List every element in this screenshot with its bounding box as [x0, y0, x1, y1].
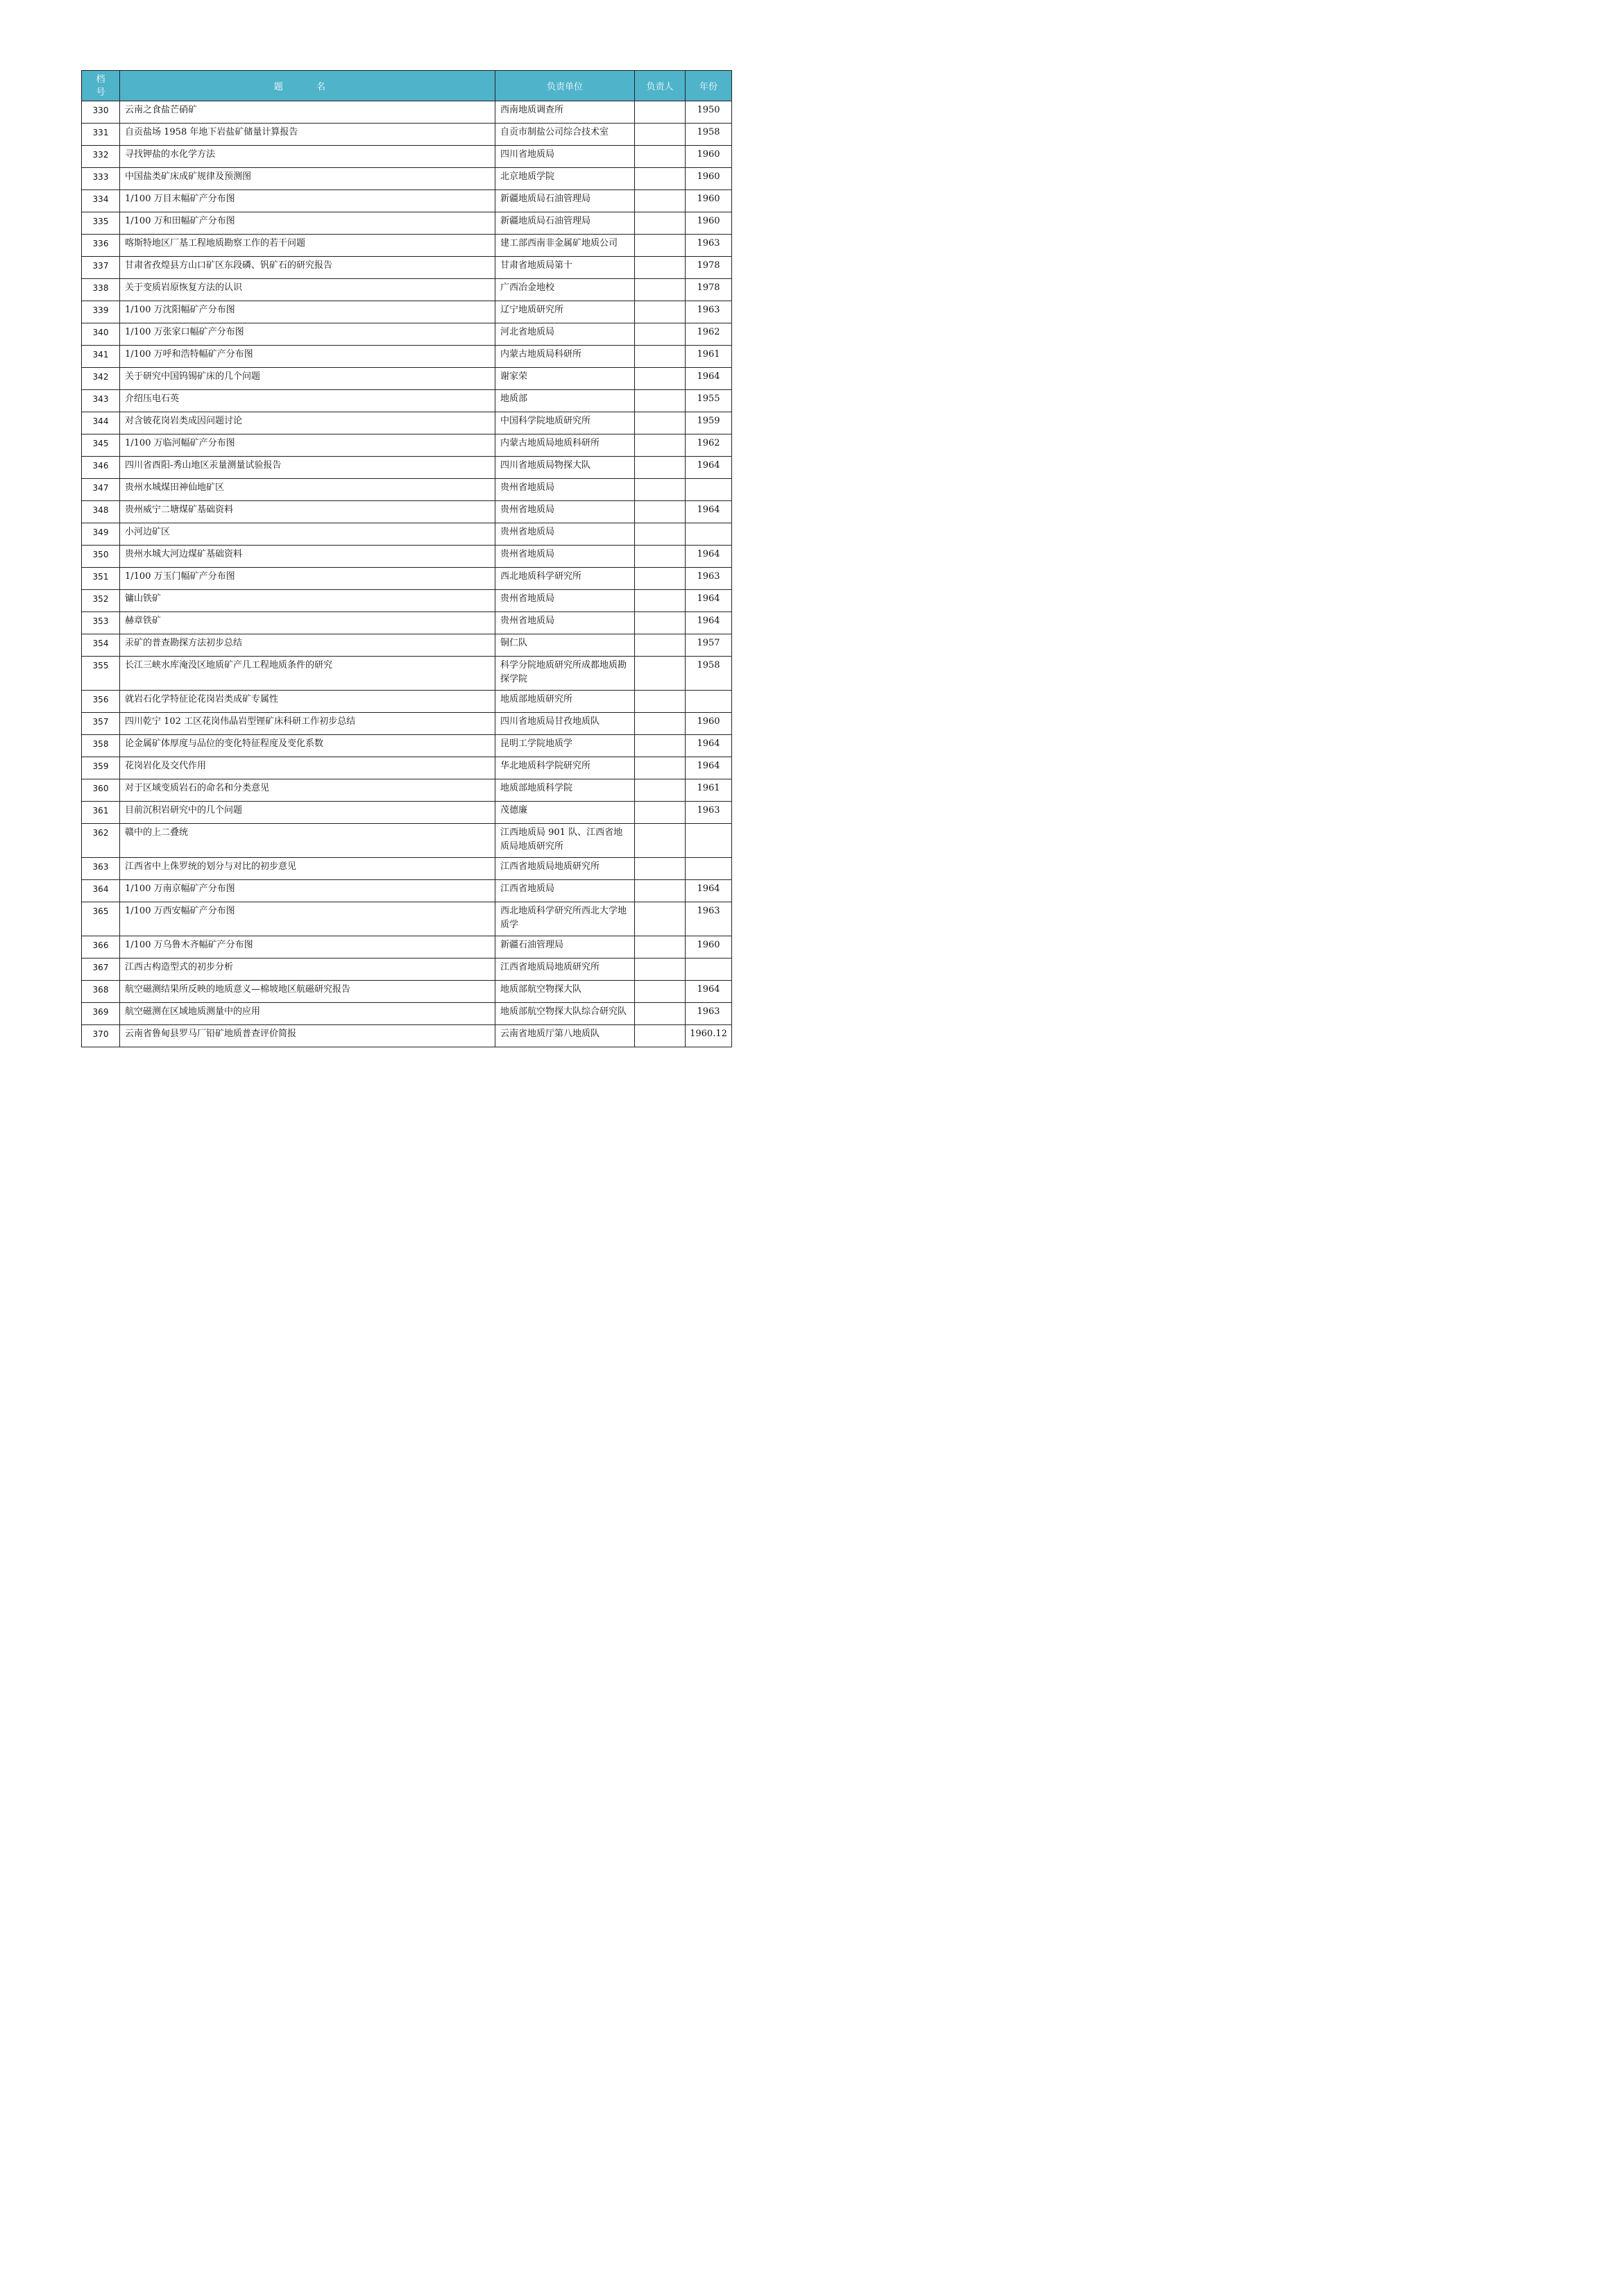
cell-responsible-unit: 西北地质科学研究所西北大学地质学: [495, 902, 635, 936]
cell-year: 1964: [686, 612, 732, 634]
cell-responsible-person: [635, 523, 686, 546]
cell-archive-no: 346: [82, 457, 120, 479]
header-responsible-person-label: 负责人: [646, 82, 674, 92]
cell-title: 航空磁测结果所反映的地质意义—棉坡地区航磁研究报告: [120, 981, 495, 1003]
cell-year: [686, 824, 732, 858]
cell-title: 云南省鲁甸县罗马厂铅矿地质普查评价简报: [120, 1025, 495, 1047]
cell-title: 中国盐类矿床成矿规律及预测图: [120, 168, 495, 190]
header-archive-no-label: 档 号: [96, 74, 105, 98]
cell-year: 1961: [686, 779, 732, 802]
cell-responsible-person: [635, 212, 686, 235]
cell-year: 1955: [686, 390, 732, 412]
cell-year: 1963: [686, 802, 732, 824]
cell-title: 对含铍花岗岩类成因问题讨论: [120, 412, 495, 434]
header-title: [120, 71, 495, 101]
header-row: [82, 71, 732, 101]
cell-year: 1963: [686, 1003, 732, 1025]
cell-responsible-person: [635, 301, 686, 323]
cell-responsible-person: [635, 479, 686, 501]
cell-responsible-unit: 建工部西南非金属矿地质公司: [495, 235, 635, 257]
table-row: [82, 457, 732, 479]
cell-year: [686, 479, 732, 501]
cell-title: 1/100 万玉门幅矿产分布图: [120, 568, 495, 590]
cell-archive-no: 361: [82, 802, 120, 824]
cell-archive-no: 349: [82, 523, 120, 546]
table-row: [82, 212, 732, 235]
cell-year: 1964: [686, 590, 732, 612]
table-row: [82, 412, 732, 434]
cell-responsible-person: [635, 235, 686, 257]
cell-responsible-unit: 甘肃省地质局第十: [495, 257, 635, 279]
header-responsible-unit-label: 负责单位: [546, 82, 583, 92]
cell-responsible-unit: 云南省地质厅第八地质队: [495, 1025, 635, 1047]
cell-title: 云南之食盐芒硝矿: [120, 101, 495, 124]
cell-archive-no: 343: [82, 390, 120, 412]
cell-year: 1958: [686, 124, 732, 146]
cell-archive-no: 353: [82, 612, 120, 634]
cell-year: 1964: [686, 757, 732, 779]
table-row: [82, 902, 732, 936]
cell-responsible-person: [635, 634, 686, 657]
cell-year: [686, 959, 732, 981]
cell-responsible-unit: 内蒙古地质局科研所: [495, 346, 635, 368]
cell-title: 对于区域变质岩石的命名和分类意见: [120, 779, 495, 802]
cell-responsible-unit: 新疆地质局石油管理局: [495, 190, 635, 212]
cell-responsible-unit: 广西冶金地校: [495, 279, 635, 301]
cell-responsible-person: [635, 346, 686, 368]
table-row: [82, 257, 732, 279]
header-title-label: 题 名: [273, 82, 341, 92]
cell-responsible-person: [635, 190, 686, 212]
cell-responsible-person: [635, 824, 686, 858]
cell-responsible-unit: 新疆地质局石油管理局: [495, 212, 635, 235]
cell-responsible-person: [635, 936, 686, 959]
cell-year: 1962: [686, 323, 732, 346]
cell-year: 1960.12: [686, 1025, 732, 1047]
cell-responsible-unit: 河北省地质局: [495, 323, 635, 346]
cell-year: 1960: [686, 168, 732, 190]
cell-responsible-unit: 昆明工学院地质学: [495, 735, 635, 757]
cell-responsible-person: [635, 757, 686, 779]
cell-title: 贵州水城煤田神仙地矿区: [120, 479, 495, 501]
cell-archive-no: 334: [82, 190, 120, 212]
cell-responsible-unit: 江西省地质局地质研究所: [495, 858, 635, 880]
table-row: [82, 779, 732, 802]
table-row: [82, 101, 732, 124]
table-header: [82, 71, 732, 101]
cell-title: 1/100 万临河幅矿产分布图: [120, 434, 495, 457]
cell-title: 1/100 万和田幅矿产分布图: [120, 212, 495, 235]
cell-responsible-person: [635, 590, 686, 612]
table-row: [82, 880, 732, 902]
cell-archive-no: 332: [82, 146, 120, 168]
cell-title: 四川省酉阳-秀山地区汞量测量试验报告: [120, 457, 495, 479]
archive-table-sheet: [81, 70, 731, 1047]
cell-title: 汞矿的普查勘探方法初步总结: [120, 634, 495, 657]
cell-archive-no: 354: [82, 634, 120, 657]
cell-title: 赫章铁矿: [120, 612, 495, 634]
table-row: [82, 190, 732, 212]
cell-year: [686, 691, 732, 713]
cell-responsible-person: [635, 168, 686, 190]
table-row: [82, 346, 732, 368]
cell-year: 1950: [686, 101, 732, 124]
cell-title: 1/100 万目末幅矿产分布图: [120, 190, 495, 212]
table-row: [82, 936, 732, 959]
cell-year: 1978: [686, 257, 732, 279]
table-row: [82, 657, 732, 691]
table-row: [82, 323, 732, 346]
cell-title: 1/100 万西安幅矿产分布图: [120, 902, 495, 936]
cell-year: 1960: [686, 713, 732, 735]
cell-responsible-person: [635, 257, 686, 279]
cell-year: 1957: [686, 634, 732, 657]
cell-responsible-unit: 地质部航空物探大队综合研究队: [495, 1003, 635, 1025]
cell-responsible-person: [635, 501, 686, 523]
cell-responsible-unit: 西南地质调查所: [495, 101, 635, 124]
cell-archive-no: 362: [82, 824, 120, 858]
cell-archive-no: 345: [82, 434, 120, 457]
cell-responsible-unit: 地质部地质研究所: [495, 691, 635, 713]
cell-archive-no: 344: [82, 412, 120, 434]
cell-responsible-unit: 四川省地质局: [495, 146, 635, 168]
cell-archive-no: 348: [82, 501, 120, 523]
cell-responsible-person: [635, 390, 686, 412]
cell-title: 目前沉积岩研究中的几个问题: [120, 802, 495, 824]
cell-responsible-person: [635, 412, 686, 434]
cell-archive-no: 355: [82, 657, 120, 691]
header-responsible-person: [635, 71, 686, 101]
archive-table: [81, 70, 732, 1047]
table-row: [82, 279, 732, 301]
table-row: [82, 434, 732, 457]
table-row: [82, 568, 732, 590]
cell-title: 就岩石化学特征论花岗岩类成矿专属性: [120, 691, 495, 713]
cell-title: 贵州威宁二塘煤矿基础资料: [120, 501, 495, 523]
cell-archive-no: 368: [82, 981, 120, 1003]
cell-responsible-person: [635, 612, 686, 634]
cell-responsible-unit: 科学分院地质研究所成都地质勘探学院: [495, 657, 635, 691]
cell-title: 航空磁测在区域地质测量中的应用: [120, 1003, 495, 1025]
cell-title: 四川乾宁 102 工区花岗伟晶岩型锂矿床科研工作初步总结: [120, 713, 495, 735]
cell-responsible-person: [635, 713, 686, 735]
table-row: [82, 981, 732, 1003]
cell-responsible-unit: 贵州省地质局: [495, 523, 635, 546]
cell-year: [686, 523, 732, 546]
table-row: [82, 479, 732, 501]
cell-year: 1960: [686, 146, 732, 168]
cell-title: 1/100 万南京幅矿产分布图: [120, 880, 495, 902]
cell-title: 论金属矿体厚度与品位的变化特征程度及变化系数: [120, 735, 495, 757]
cell-archive-no: 347: [82, 479, 120, 501]
table-row: [82, 590, 732, 612]
cell-archive-no: 352: [82, 590, 120, 612]
cell-responsible-person: [635, 368, 686, 390]
cell-archive-no: 357: [82, 713, 120, 735]
cell-responsible-person: [635, 880, 686, 902]
cell-archive-no: 338: [82, 279, 120, 301]
cell-archive-no: 331: [82, 124, 120, 146]
header-responsible-unit: [495, 71, 635, 101]
table-row: [82, 713, 732, 735]
table-row: [82, 301, 732, 323]
cell-responsible-person: [635, 457, 686, 479]
cell-responsible-person: [635, 279, 686, 301]
cell-responsible-person: [635, 124, 686, 146]
table-row: [82, 523, 732, 546]
cell-responsible-person: [635, 657, 686, 691]
cell-archive-no: 342: [82, 368, 120, 390]
cell-responsible-unit: 贵州省地质局: [495, 590, 635, 612]
cell-responsible-unit: 江西省地质局: [495, 880, 635, 902]
cell-responsible-person: [635, 146, 686, 168]
table-body: [82, 101, 732, 1047]
cell-title: 寻找钾盐的水化学方法: [120, 146, 495, 168]
cell-responsible-unit: 铜仁队: [495, 634, 635, 657]
cell-archive-no: 370: [82, 1025, 120, 1047]
cell-responsible-person: [635, 902, 686, 936]
cell-year: 1963: [686, 235, 732, 257]
cell-responsible-unit: 内蒙古地质局地质科研所: [495, 434, 635, 457]
cell-year: 1959: [686, 412, 732, 434]
cell-responsible-person: [635, 1003, 686, 1025]
cell-archive-no: 330: [82, 101, 120, 124]
header-year: [686, 71, 732, 101]
cell-responsible-person: [635, 802, 686, 824]
cell-year: 1963: [686, 568, 732, 590]
cell-responsible-person: [635, 779, 686, 802]
cell-year: 1964: [686, 880, 732, 902]
cell-year: 1964: [686, 501, 732, 523]
header-archive-no: [82, 71, 120, 101]
cell-responsible-unit: 地质部: [495, 390, 635, 412]
cell-title: 1/100 万呼和浩特幅矿产分布图: [120, 346, 495, 368]
table-row: [82, 858, 732, 880]
table-row: [82, 634, 732, 657]
cell-year: 1960: [686, 936, 732, 959]
cell-title: 甘肃省孜煌县方山口矿区东段磷、钒矿石的研究报告: [120, 257, 495, 279]
cell-responsible-unit: 江西地质局 901 队、江西省地质局地质研究所: [495, 824, 635, 858]
cell-archive-no: 369: [82, 1003, 120, 1025]
table-row: [82, 124, 732, 146]
table-row: [82, 735, 732, 757]
cell-responsible-unit: 辽宁地质研究所: [495, 301, 635, 323]
cell-archive-no: 337: [82, 257, 120, 279]
cell-title: 1/100 万张家口幅矿产分布图: [120, 323, 495, 346]
cell-responsible-unit: 西北地质科学研究所: [495, 568, 635, 590]
table-row: [82, 546, 732, 568]
cell-year: [686, 858, 732, 880]
cell-archive-no: 335: [82, 212, 120, 235]
cell-title: 喀斯特地区厂基工程地质勘察工作的若干问题: [120, 235, 495, 257]
cell-year: 1964: [686, 457, 732, 479]
table-row: [82, 146, 732, 168]
cell-responsible-person: [635, 323, 686, 346]
cell-year: 1963: [686, 902, 732, 936]
cell-title: 1/100 万乌鲁木齐幅矿产分布图: [120, 936, 495, 959]
table-row: [82, 235, 732, 257]
cell-responsible-person: [635, 981, 686, 1003]
cell-title: 江西省中上侏罗统的划分与对比的初步意见: [120, 858, 495, 880]
table-row: [82, 824, 732, 858]
cell-archive-no: 363: [82, 858, 120, 880]
cell-archive-no: 366: [82, 936, 120, 959]
cell-year: 1960: [686, 212, 732, 235]
cell-title: 长江三峡水库淹没区地质矿产几工程地质条件的研究: [120, 657, 495, 691]
cell-archive-no: 359: [82, 757, 120, 779]
cell-responsible-unit: 贵州省地质局: [495, 546, 635, 568]
cell-responsible-unit: 四川省地质局甘孜地质队: [495, 713, 635, 735]
cell-year: 1964: [686, 368, 732, 390]
cell-archive-no: 356: [82, 691, 120, 713]
cell-responsible-person: [635, 434, 686, 457]
table-row: [82, 1025, 732, 1047]
cell-archive-no: 364: [82, 880, 120, 902]
cell-year: 1964: [686, 981, 732, 1003]
cell-responsible-unit: 江西省地质局地质研究所: [495, 959, 635, 981]
cell-archive-no: 351: [82, 568, 120, 590]
cell-responsible-person: [635, 568, 686, 590]
cell-title: 关于研究中国钨锡矿床的几个问题: [120, 368, 495, 390]
cell-title: 1/100 万沈阳幅矿产分布图: [120, 301, 495, 323]
cell-archive-no: 340: [82, 323, 120, 346]
table-row: [82, 1003, 732, 1025]
cell-responsible-person: [635, 101, 686, 124]
cell-title: 赣中的上二叠统: [120, 824, 495, 858]
cell-responsible-unit: 华北地质科学院研究所: [495, 757, 635, 779]
cell-year: 1978: [686, 279, 732, 301]
cell-responsible-unit: 茂德廉: [495, 802, 635, 824]
cell-responsible-unit: 贵州省地质局: [495, 501, 635, 523]
cell-title: 江西古构造型式的初步分析: [120, 959, 495, 981]
cell-archive-no: 336: [82, 235, 120, 257]
cell-archive-no: 350: [82, 546, 120, 568]
table-row: [82, 501, 732, 523]
cell-responsible-unit: 地质部地质科学院: [495, 779, 635, 802]
cell-title: 镛山铁矿: [120, 590, 495, 612]
cell-title: 花岗岩化及交代作用: [120, 757, 495, 779]
cell-archive-no: 365: [82, 902, 120, 936]
cell-year: 1960: [686, 190, 732, 212]
cell-year: 1958: [686, 657, 732, 691]
cell-responsible-unit: 北京地质学院: [495, 168, 635, 190]
cell-archive-no: 341: [82, 346, 120, 368]
cell-responsible-unit: 四川省地质局物探大队: [495, 457, 635, 479]
cell-title: 介绍压电石英: [120, 390, 495, 412]
cell-responsible-person: [635, 735, 686, 757]
cell-title: 关于变质岩原恢复方法的认识: [120, 279, 495, 301]
cell-responsible-unit: 中国科学院地质研究所: [495, 412, 635, 434]
cell-archive-no: 360: [82, 779, 120, 802]
cell-responsible-person: [635, 691, 686, 713]
table-row: [82, 390, 732, 412]
cell-year: 1964: [686, 546, 732, 568]
cell-year: 1964: [686, 735, 732, 757]
table-row: [82, 368, 732, 390]
cell-archive-no: 367: [82, 959, 120, 981]
cell-responsible-person: [635, 546, 686, 568]
cell-responsible-unit: 谢家荣: [495, 368, 635, 390]
cell-responsible-unit: 贵州省地质局: [495, 479, 635, 501]
cell-responsible-person: [635, 1025, 686, 1047]
table-row: [82, 757, 732, 779]
cell-archive-no: 358: [82, 735, 120, 757]
cell-responsible-unit: 地质部航空物探大队: [495, 981, 635, 1003]
cell-responsible-unit: 贵州省地质局: [495, 612, 635, 634]
cell-archive-no: 333: [82, 168, 120, 190]
cell-year: 1962: [686, 434, 732, 457]
cell-title: 小河边矿区: [120, 523, 495, 546]
cell-title: 贵州水城大河边煤矿基础资料: [120, 546, 495, 568]
cell-title: 自贡盐场 1958 年地下岩盐矿储量计算报告: [120, 124, 495, 146]
table-row: [82, 691, 732, 713]
cell-responsible-unit: 新疆石油管理局: [495, 936, 635, 959]
cell-responsible-person: [635, 959, 686, 981]
cell-archive-no: 339: [82, 301, 120, 323]
cell-year: 1963: [686, 301, 732, 323]
cell-responsible-unit: 自贡市制盐公司综合技术室: [495, 124, 635, 146]
header-year-label: 年份: [699, 82, 717, 92]
cell-responsible-person: [635, 858, 686, 880]
cell-year: 1961: [686, 346, 732, 368]
table-row: [82, 168, 732, 190]
table-row: [82, 802, 732, 824]
table-row: [82, 959, 732, 981]
table-row: [82, 612, 732, 634]
